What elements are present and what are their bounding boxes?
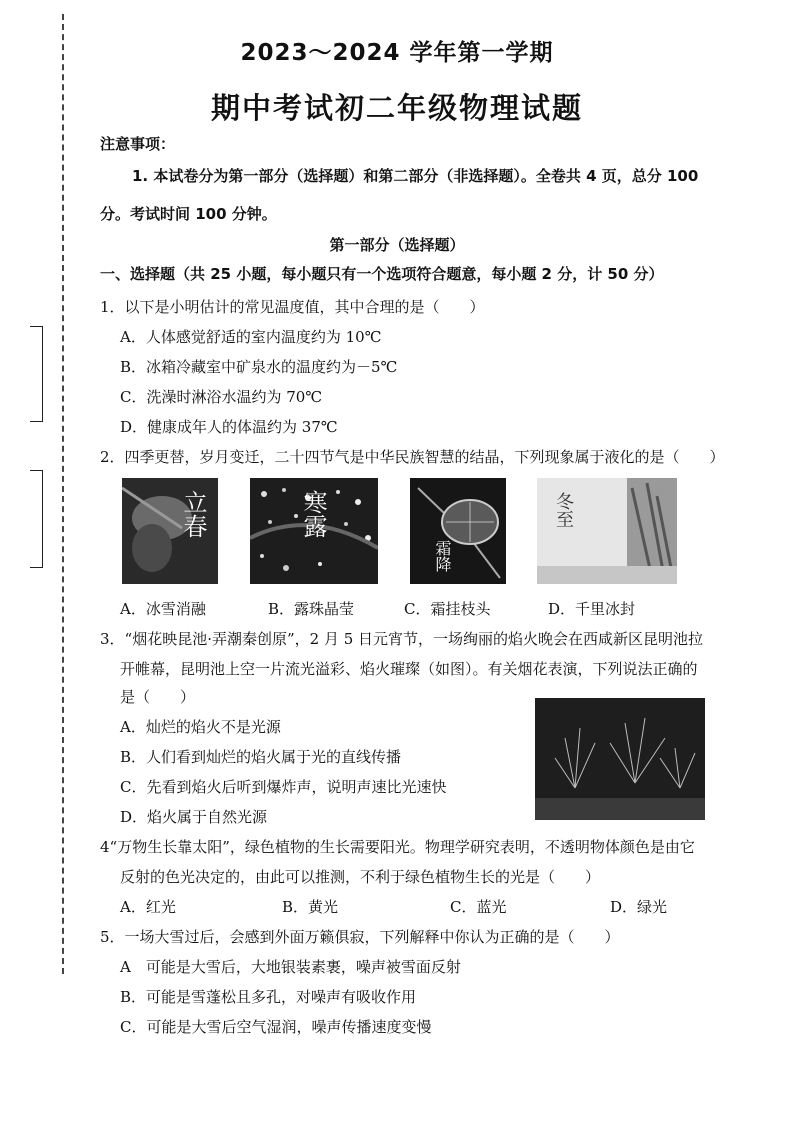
question-1-stem: 1．以下是小明估计的常见温度值，其中合理的是（ ） bbox=[100, 298, 485, 316]
question-1-option-a: A．人体感觉舒适的室内温度约为 10℃ bbox=[120, 328, 382, 346]
question-3-option-d: D．焰火属于自然光源 bbox=[120, 808, 268, 826]
solar-term-image-shuangjiang bbox=[410, 478, 506, 584]
binding-margin-line bbox=[62, 14, 64, 974]
question-4-option-b: B．黄光 bbox=[282, 898, 339, 916]
notice-heading: 注意事项： bbox=[100, 135, 176, 153]
question-3-stem-cont: 开帷幕，昆明池上空一片流光溢彩、焰火璀璨（如图）。有关烟花表演，下列说法正确的 bbox=[120, 660, 698, 678]
question-3-option-a: A．灿烂的焰火不是光源 bbox=[120, 718, 281, 736]
question-4-option-a: A．红光 bbox=[120, 898, 176, 916]
question-3-option-b: B．人们看到灿烂的焰火属于光的直线传播 bbox=[120, 748, 402, 766]
section-heading: 一、选择题（共 25 小题，每小题只有一个选项符合题意，每小题 2 分，计 50 分） bbox=[100, 265, 664, 283]
question-3-stem: 3．“烟花映昆池·弄潮秦创原”，2 月 5 日元宵节，一场绚丽的焰火晚会在西咸新区昆明池拉 bbox=[100, 630, 704, 648]
exam-term-title: 2023～2024 学年第一学期 bbox=[240, 40, 554, 66]
question-5-option-b: B．可能是雪蓬松且多孔，对噪声有吸收作用 bbox=[120, 988, 417, 1006]
question-2-option-c: C．霜挂枝头 bbox=[404, 600, 491, 618]
question-2-option-b: B．露珠晶莹 bbox=[268, 600, 355, 618]
question-2-option-a: A．冰雪消融 bbox=[120, 600, 206, 618]
part-title: 第一部分（选择题） bbox=[329, 236, 465, 254]
question-1-option-c: C．洗澡时淋浴水温约为 70℃ bbox=[120, 388, 323, 406]
question-2-option-d: D．千里冰封 bbox=[548, 600, 636, 618]
question-5-stem: 5．一场大雪过后，会感到外面万籁俱寂，下列解释中你认为正确的是（ ） bbox=[100, 928, 620, 946]
binding-bracket bbox=[30, 470, 43, 568]
image-caption-lichun: 立春 bbox=[179, 490, 207, 538]
question-4-stem-cont: 反射的色光决定的，由此可以推测，不利于绿色植物生长的光是（ ） bbox=[120, 868, 601, 886]
image-caption-shuangjiang: 霜降 bbox=[433, 540, 452, 572]
question-1-option-b: B．冰箱冷藏室中矿泉水的温度约为－5℃ bbox=[120, 358, 398, 376]
question-5-option-c: C．可能是大雪后空气湿润，噪声传播速度变慢 bbox=[120, 1018, 432, 1036]
image-caption-hanlu: 寒露 bbox=[299, 490, 327, 538]
question-1-option-d: D．健康成年人的体温约为 37℃ bbox=[120, 418, 338, 436]
image-caption-dongzhi: 冬至 bbox=[553, 492, 574, 528]
question-4-option-c: C．蓝光 bbox=[450, 898, 507, 916]
question-5-option-a: A 可能是大雪后，大地银装素裹，噪声被雪面反射 bbox=[120, 958, 461, 976]
question-4-stem: 4“万物生长靠太阳”，绿色植物的生长需要阳光。物理学研究表明，不透明物体颜色是由它 bbox=[100, 838, 695, 856]
question-3-stem-end: 是（ ） bbox=[120, 688, 196, 706]
question-4-option-d: D．绿光 bbox=[610, 898, 668, 916]
binding-bracket bbox=[30, 326, 43, 422]
question-2-stem: 2．四季更替，岁月变迁，二十四节气是中华民族智慧的结晶，下列现象属于液化的是（ ） bbox=[100, 448, 725, 466]
notice-item-1-cont: 分。考试时间 100 分钟。 bbox=[100, 205, 277, 223]
exam-title: 期中考试初二年级物理试题 bbox=[210, 91, 583, 125]
fireworks-image bbox=[535, 698, 705, 820]
notice-item-1: 1. 本试卷分为第一部分（选择题）和第二部分（非选择题）。全卷共 4 页，总分 100 bbox=[132, 167, 699, 185]
question-3-option-c: C．先看到焰火后听到爆炸声，说明声速比光速快 bbox=[120, 778, 447, 796]
